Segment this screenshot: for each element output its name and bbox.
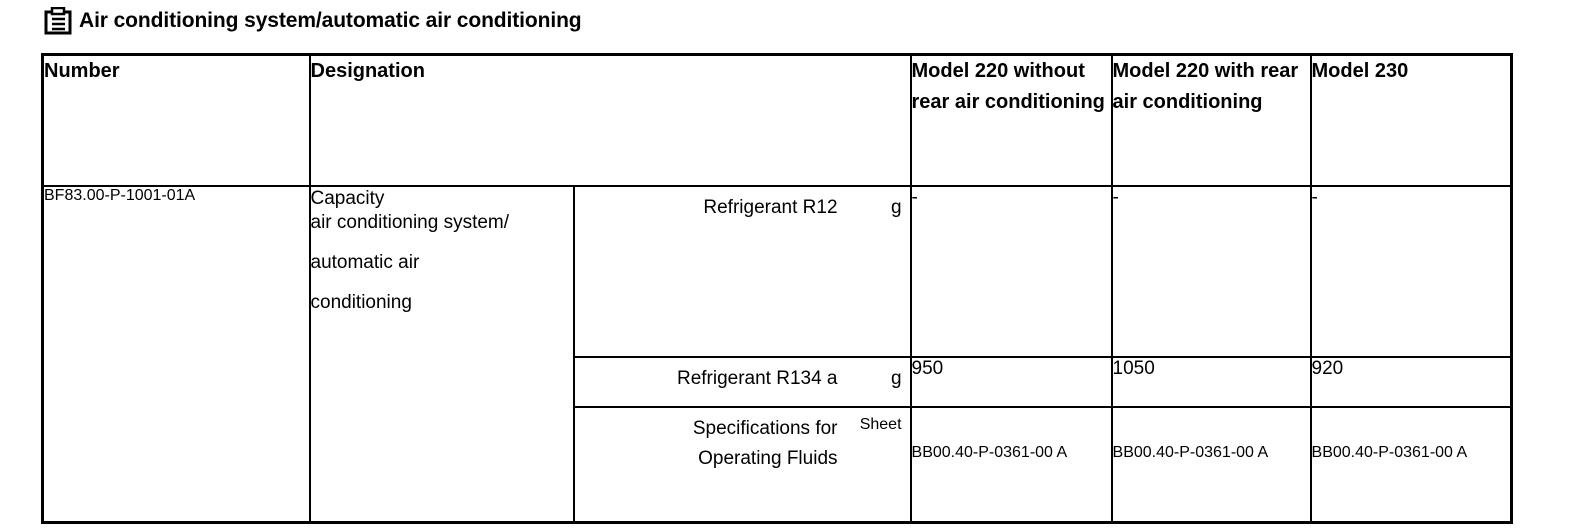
sheet-reference-link[interactable]: BB00.40-P-0361-00 A (1112, 407, 1311, 523)
value-cell: 1050 (1112, 357, 1311, 407)
document-list-icon (43, 7, 73, 35)
header-number: Number (43, 55, 310, 186)
header-model-220-without-rear-ac: Model 220 without rear air conditioning (911, 55, 1112, 186)
value-cell: - (1311, 186, 1512, 357)
page-title: Air conditioning system/automatic air conditioning (79, 9, 582, 32)
table-header-row (43, 55, 1512, 186)
sheet-reference-link[interactable]: BB00.40-P-0361-00 A (1311, 443, 1468, 461)
unit-label: Sheet (859, 415, 902, 433)
specification-table (41, 53, 1513, 524)
value-cell: 920 (1311, 357, 1512, 407)
operating-fluids-label (693, 414, 838, 474)
operating-fluids-label-line-2: Operating Fluids (698, 447, 838, 469)
table-row (43, 186, 1512, 357)
value-cell: 950 (911, 357, 1112, 407)
unit-label: g (890, 367, 902, 389)
value-cell: - (1112, 186, 1311, 357)
header-designation: Designation (310, 55, 911, 186)
operating-fluids-label-cell (574, 407, 911, 523)
refrigerant-r134a-label: Refrigerant R134 a (676, 367, 838, 389)
refrigerant-r12-label-cell (574, 186, 911, 357)
designation-line-1: Capacity (310, 187, 385, 209)
designation-cell (310, 186, 574, 523)
refrigerant-r134a-label-cell (574, 357, 911, 407)
designation-line-3: automatic air (310, 251, 420, 273)
designation-line-2: air conditioning system/ (310, 211, 510, 233)
header-model-230: Model 230 (1311, 55, 1512, 186)
sheet-reference-link[interactable]: BB00.40-P-0361-00 A (911, 407, 1112, 523)
part-number: BF83.00-P-1001-01A (43, 186, 310, 523)
refrigerant-r12-label: Refrigerant R12 (703, 196, 838, 218)
designation-line-4: conditioning (310, 291, 412, 313)
operating-fluids-label-line-1: Specifications for (692, 417, 838, 439)
header-model-220-with-rear-ac: Model 220 with rear air conditioning (1112, 55, 1311, 186)
unit-label: g (890, 196, 902, 218)
page-header (43, 7, 582, 35)
value-cell: - (911, 186, 1112, 357)
